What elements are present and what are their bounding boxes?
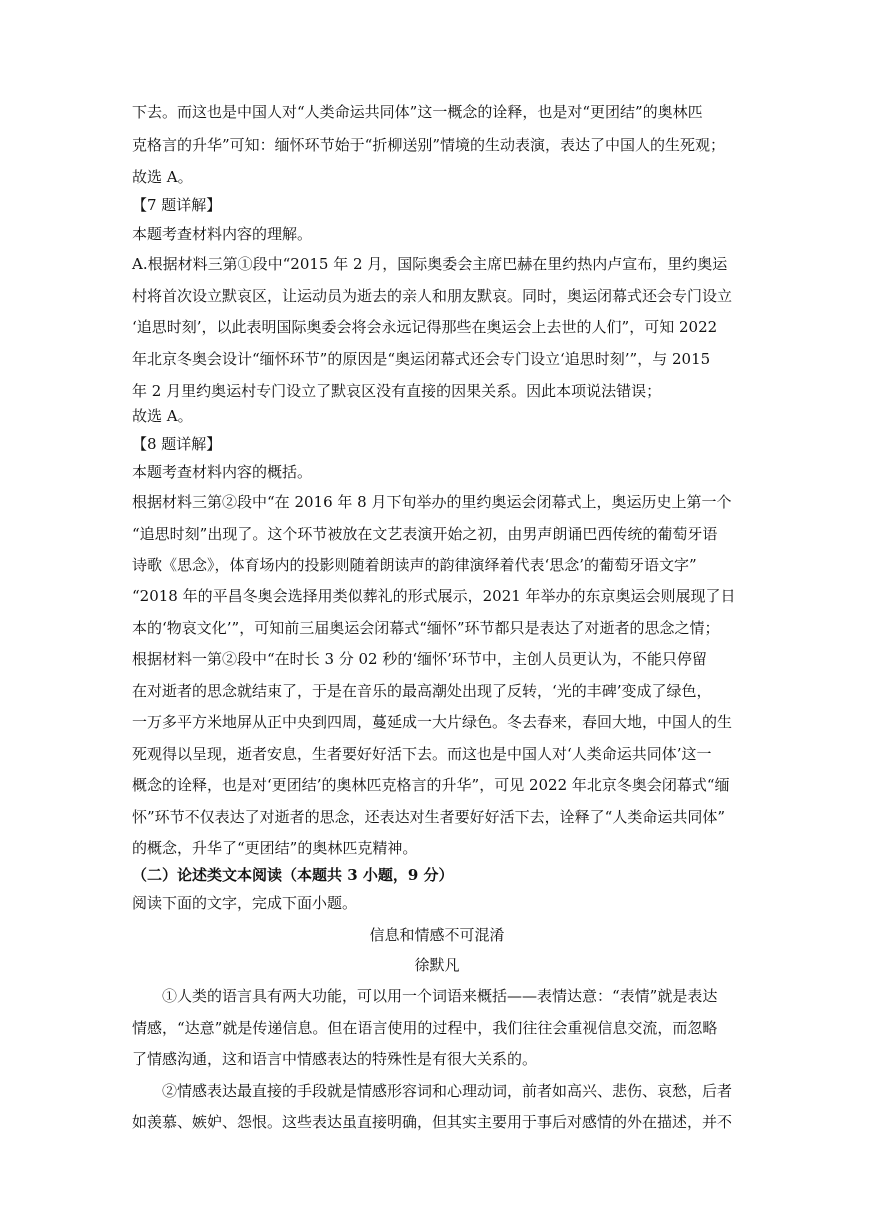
text-line: 年北京冬奥会设计“缅怀环节”的原因是“奥运闭幕式还会专门设立‘追思时刻’”，与 2015 <box>132 350 711 368</box>
text-line: 下去。而这也是中国人对“人类命运共同体”这一概念的诠释，也是对“更团结”的奥林匹 <box>132 103 703 121</box>
text-line: 的概念，升华了“更团结”的奥林匹克精神。 <box>132 839 418 857</box>
text-line: 年 2 月里约奥运村专门设立了默哀区没有直接的因果关系。因此本项说法错误； <box>132 382 662 400</box>
text-line: 本题考查材料内容的概括。 <box>132 463 313 481</box>
paragraph-line: ①人类的语言具有两大功能，可以用一个词语来概括——表情达意：“表情”就是表达 <box>162 987 718 1005</box>
text-line: 一万多平方米地屏从正中央到四周，蔓延成一大片绿色。冬去春来，春回大地，中国人的生 <box>132 713 733 731</box>
text-line: 情感，“达意”就是传递信息。但在语言使用的过程中，我们往往会重视信息交流，而忽略 <box>132 1019 718 1037</box>
text-line: 诗歌《思念》，体育场内的投影则随着朗读声的韵律演绎着代表‘思念’的葡萄牙语文字” <box>132 556 697 574</box>
text-line: 在对逝者的思念就结束了，于是在音乐的最高潮处出现了反转，‘光的丰碑’变成了绿色， <box>132 682 712 700</box>
text-line: 了情感沟通，这和语言中情感表达的特殊性是有很大关系的。 <box>132 1050 538 1068</box>
text-line: 本题考查材料内容的理解。 <box>132 225 313 243</box>
text-line: “追思时刻”出现了。这个环节被放在文艺表演开始之初，由男声朗诵巴西传统的葡萄牙语 <box>132 525 718 543</box>
text-line: 故选 A。 <box>132 168 193 186</box>
text-line: ‘追思时刻’，以此表明国际奥委会将会永远记得那些在奥运会上去世的人们”，可知 2022 <box>132 318 718 336</box>
text-line: 概念的诠释，也是对‘更团结’的奥林匹克格言的升华”，可见 2022 年北京冬奥会闭幕式“缅 <box>132 776 730 794</box>
text-line: “2018 年的平昌冬奥会选择用类似葬礼的形式展示，2021 年举办的东京奥运会则展现了日 <box>132 587 736 605</box>
section-heading: 【7 题详解】 <box>132 196 222 214</box>
paragraph-line: ②情感表达最直接的手段就是情感形容词和心理动词，前者如高兴、悲伤、哀愁，后者 <box>162 1082 733 1100</box>
text-line: 根据材料一第②段中“在时长 3 分 02 秒的‘缅怀’环节中，主创人员更认为，不能只停留 <box>132 650 707 668</box>
text-line: 故选 A。 <box>132 407 193 425</box>
text-line: 如羡慕、嫉妒、怨恨。这些表达虽直接明确，但其实主要用于事后对感情的外在描述，并不 <box>132 1113 733 1131</box>
text-line: 村将首次设立默哀区，让运动员为逝去的亲人和朋友默哀。同时，奥运闭幕式还会专门设立 <box>132 287 733 305</box>
article-author: 徐默凡 <box>414 956 460 974</box>
text-line: 本的‘物哀文化’”，可知前三届奥运会闭幕式“缅怀”环节都只是表达了对逝者的思念之情； <box>132 619 720 637</box>
text-line: A.根据材料三第①段中“2015 年 2 月，国际奥委会主席巴赫在里约热内卢宣布，里约奥运 <box>132 255 728 273</box>
article-title: 信息和情感不可混淆 <box>369 926 505 944</box>
text-line: 怀”环节不仅表达了对逝者的思念，还表达对生者要好好活下去，诠释了“人类命运共同体” <box>132 808 726 826</box>
section-title: （二）论述类文本阅读（本题共 3 小题，9 分） <box>132 866 454 884</box>
text-line: 阅读下面的文字，完成下面小题。 <box>132 894 358 912</box>
section-heading: 【8 题详解】 <box>132 435 222 453</box>
text-line: 死观得以呈现，逝者安息，生者要好好活下去。而这也是中国人对‘人类命运共同体’这一 <box>132 745 712 763</box>
text-line: 克格言的升华”可知：缅怀环节始于“折柳送别”情境的生动表演，表达了中国人的生死观； <box>132 136 726 154</box>
text-line: 根据材料三第②段中“在 2016 年 8 月下旬举办的里约奥运会闭幕式上，奥运历史上第一个 <box>132 493 732 511</box>
